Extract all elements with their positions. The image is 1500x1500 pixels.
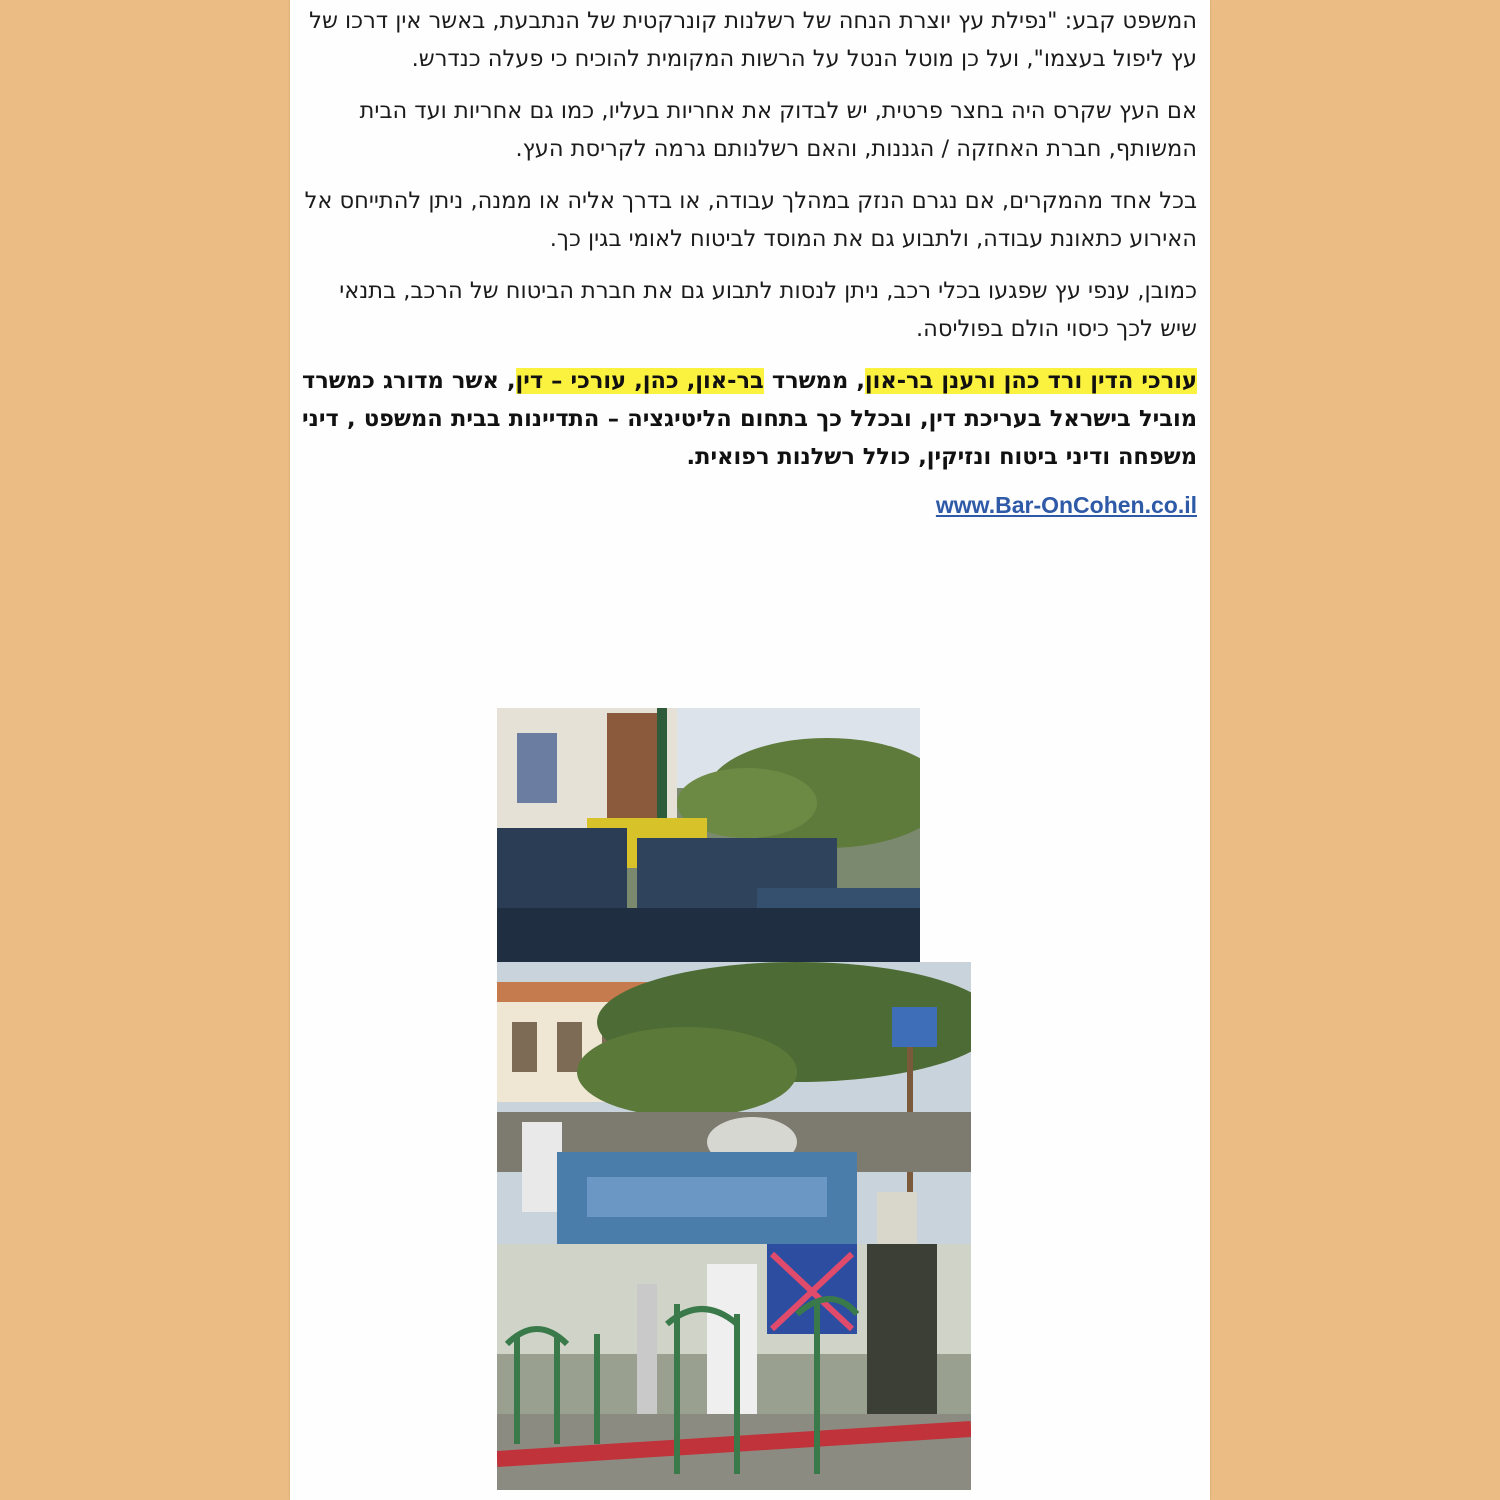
paragraph-private-yard: אם העץ שקרס היה בחצר פרטית, יש לבדוק את אחריות בעליו, כמו גם אחריות ועד הבית המשותף, חברת האחזקה / הגננות, והאם רשלנותם גרמה לקריסת העץ.: [359, 98, 1197, 162]
fallen-tree-photo-top: [497, 708, 920, 962]
firm-name-highlight: בר-און, כהן, עורכי – דין: [515, 368, 764, 394]
website-link[interactable]: www.Bar-OnCohen.co.il: [935, 492, 1197, 518]
website-link-row: [302, 492, 1197, 519]
fallen-tree-photo-bottom: [497, 1244, 971, 1490]
paragraph-vehicle-insurance: כמובן, ענפי עץ שפגעו בכלי רכב, ניתן לנסות לתבוע גם את חברת הביטוח של הרכב, בתנאי שיש לכך כיסוי הולם בפוליסה.: [339, 278, 1197, 342]
article-text: [302, 0, 1197, 519]
fallen-tree-photo-middle: [497, 962, 971, 1244]
promo-description: , אשר מדורג כמשרד מוביל בישראל בעריכת דין, ובכלל כך בתחום הליטיגציה – התדיינות בבית המשפט , דיני משפחה ודיני ביטוח ונזיקין, כולל רשלנות רפואית.: [302, 368, 1197, 470]
paragraph-court-ruling: המשפט קבע: "נפילת עץ יוצרת הנחה של רשלנות קונרקטית של הנתבעת, באשר אין דרכו של עץ ליפול בעצמו", ועל כן מוטל הנטל על הרשות המקומית להוכיח כי פעלה כנדרש.: [309, 8, 1197, 72]
promo-connector: , ממשרד: [763, 368, 865, 394]
lawyers-names-highlight: עורכי הדין ורד כהן ורענן בר-און: [864, 368, 1197, 394]
paragraph-work-accident: בכל אחד מהמקרים, אם נגרם הנזק במהלך עבודה, או בדרך אליה או ממנה, ניתן להתייחס אל האירוע כתאונת עבודה, ולתבוע גם את המוסד לביטוח לאומי בגין כך.: [304, 188, 1197, 252]
law-firm-promo: [302, 362, 1197, 476]
